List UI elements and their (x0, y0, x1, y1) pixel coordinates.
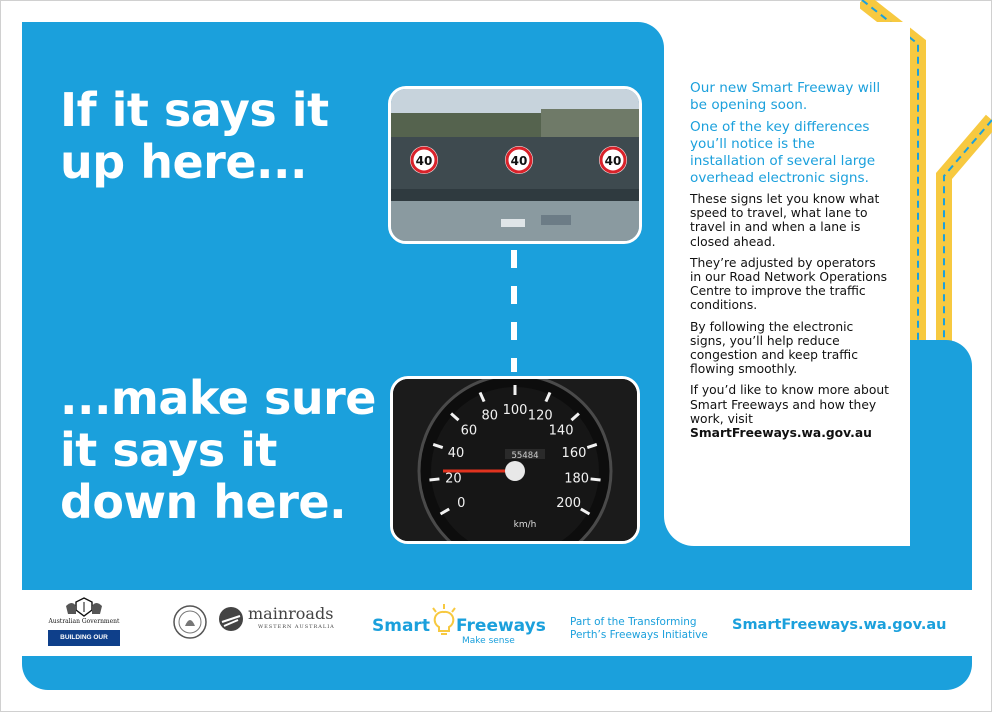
info-para-operators: They’re adjusted by operators in our Road Network Operations Centre to improve the traffic conditions. (690, 255, 888, 313)
connector-dash (511, 358, 517, 372)
info-para-congestion: By following the electronic signs, you’ll help reduce congestion and keep traffic flowing smoothly. (690, 319, 858, 377)
speedometer-photo (390, 376, 640, 544)
gauge-tick-label: 20 (445, 471, 462, 487)
info-heading-signs: One of the key differences you’ll notice is the installation of several large overhead electronic signs. (690, 119, 876, 186)
gantry-sign-3: 40 (604, 154, 622, 168)
info-visit-text: If you’d like to know more about Smart Freeways and how they work, visit (690, 383, 889, 426)
connector-dash (511, 250, 517, 268)
gantry-sign-2: 40 (510, 154, 528, 168)
gauge-tick-label: 100 (502, 403, 528, 418)
overhead-sign-photo (388, 86, 642, 244)
connector-dash (511, 322, 517, 340)
gauge-tick-label: 40 (447, 445, 465, 461)
sf-logo-tagline: Make sense (462, 636, 515, 646)
gov-tagline: BUILDING OUR FUTURE (48, 630, 120, 646)
odometer: 55484 (511, 451, 539, 461)
website-link[interactable]: SmartFreeways.wa.gov.au (732, 617, 947, 633)
gauge-tick (591, 479, 601, 480)
gauge-tick (429, 479, 439, 480)
initiative-text: Part of the Transforming Perth’s Freeways Initiative (570, 616, 708, 641)
mainroads-logo-icon (218, 606, 244, 632)
gauge-tick-label: 200 (556, 496, 582, 511)
headline-top: If it says it up here... (60, 83, 329, 189)
headline-bottom: ...make sure it says it down here. (60, 371, 376, 529)
sf-logo-smart: Smart (372, 616, 430, 636)
needle-hub (505, 461, 525, 481)
gauge-tick-label: 80 (481, 408, 499, 424)
info-heading-opening: Our new Smart Freeway will be opening soon. (690, 80, 881, 113)
gauge-tick-label: 140 (548, 423, 574, 439)
info-visit-link[interactable]: SmartFreeways.wa.gov.au (690, 426, 872, 441)
wa-government-seal-icon (172, 604, 208, 640)
gauge-tick-label: 60 (460, 423, 478, 439)
smart-freeways-logo (372, 604, 562, 648)
mainroads-sub: WESTERN AUSTRALIA (258, 624, 335, 630)
gantry-sign-1: 40 (415, 154, 433, 168)
gauge-tick-label: 160 (561, 445, 587, 461)
lightbulb-icon (430, 604, 458, 640)
gauge-tick-label: 0 (457, 496, 466, 511)
coat-of-arms-icon (62, 596, 106, 618)
gauge-tick-label: 120 (527, 408, 553, 424)
australian-government-logo (48, 596, 120, 657)
gov-name: Australian Government (48, 618, 120, 625)
info-column (690, 80, 890, 440)
speed-unit: km/h (513, 520, 537, 530)
sf-logo-freeways: Freeways (456, 616, 546, 636)
mainroads-name: mainroads (248, 604, 334, 623)
connector-dash (511, 286, 517, 304)
info-para-signs: These signs let you know what speed to travel, what lane to travel in and when a lane is closed ahead. (690, 192, 880, 249)
info-para-visit (690, 383, 890, 440)
gauge-tick-label: 180 (564, 471, 590, 487)
